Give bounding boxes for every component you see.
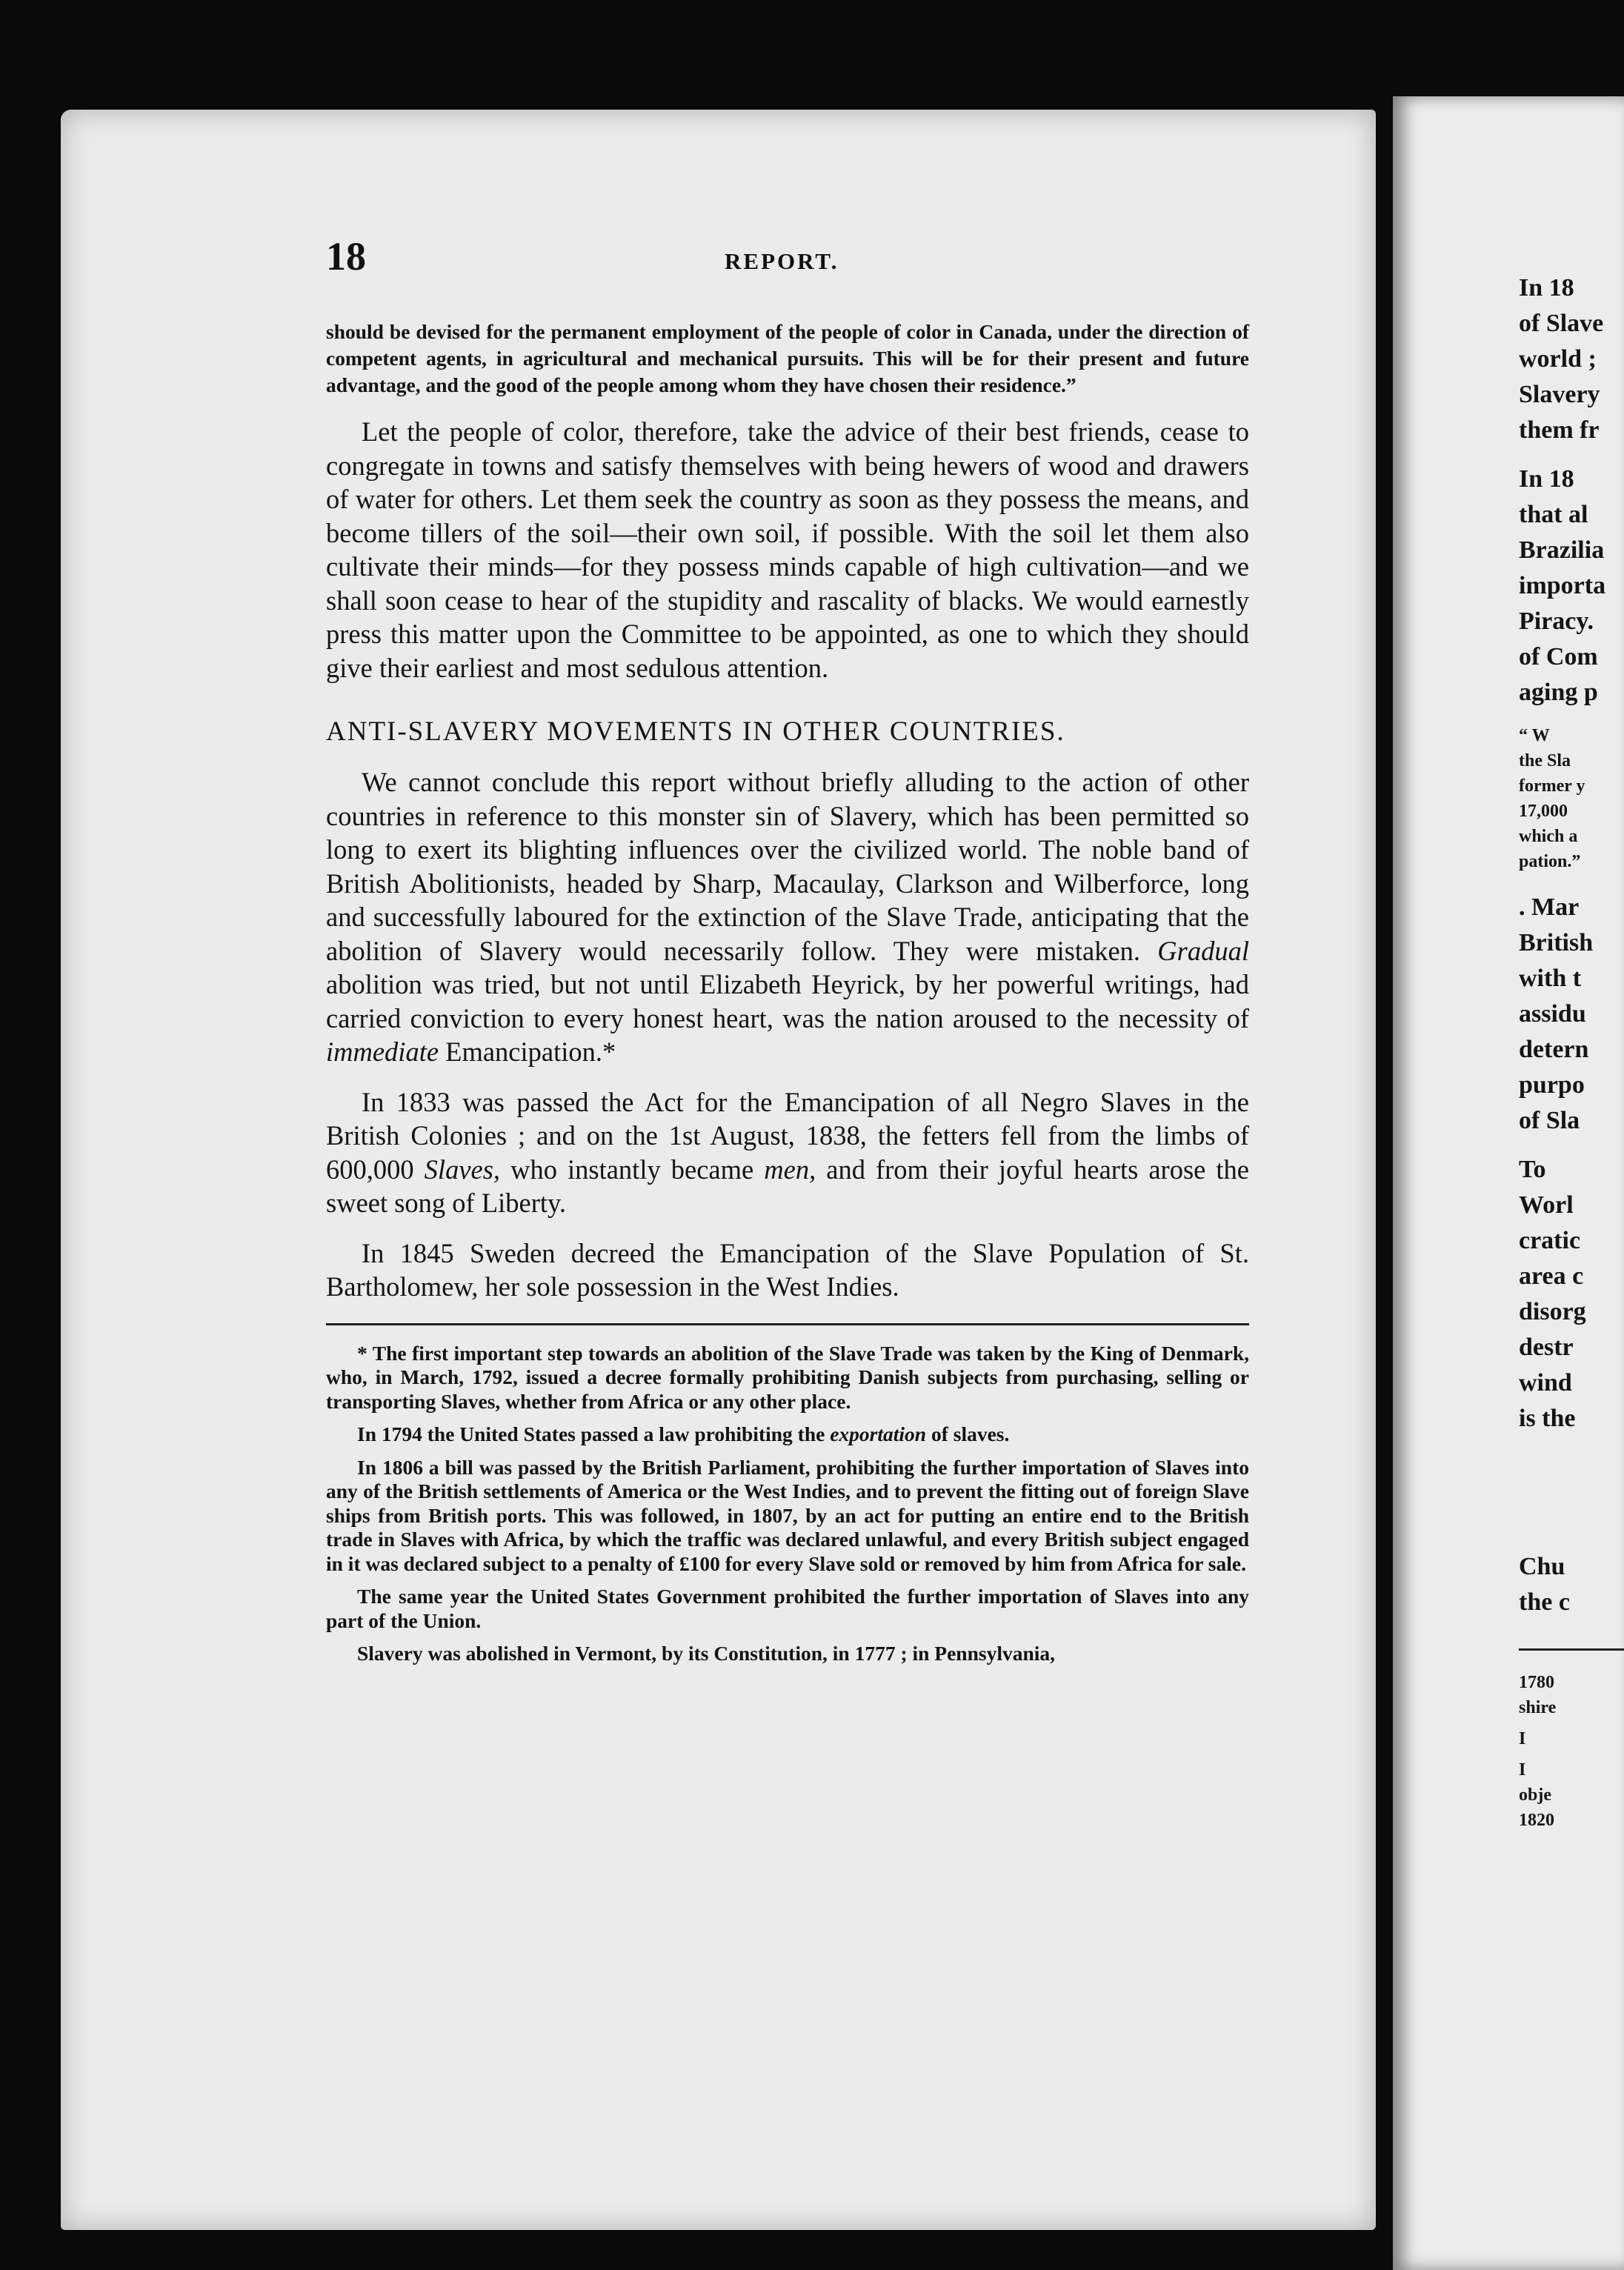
next-page-line: is the: [1519, 1405, 1576, 1432]
next-page-line: British: [1519, 929, 1594, 956]
next-page-line: them fr: [1519, 416, 1600, 444]
next-page-line: purpo: [1519, 1071, 1585, 1099]
next-page-line: cratic: [1519, 1227, 1581, 1254]
footnote-same-year: The same year the United States Government prohibited the further importation of Slaves into any part of the Union.: [326, 1585, 1249, 1632]
italic-immediate: immediate: [326, 1036, 439, 1067]
footnote-denmark: * The first important step towards an abolition of the Slave Trade was taken by the King of Denmark, who, in March, 1792, issued a decree formally prohibiting Danish subjects from purchasing, selling or transporting Slaves, whether from Africa or any other place.: [326, 1341, 1249, 1413]
adjacent-page: [1393, 96, 1624, 2270]
text-run: and from their joyful hearts arose the sweet song of Liberty.: [326, 1154, 1250, 1218]
next-page-line: that al: [1519, 501, 1588, 528]
page-header: [326, 233, 1249, 278]
paragraph-1833-act: [326, 1085, 1249, 1220]
text-run: In 1833 was passed the Act for the Emancipation of all Negro Slaves in the British Colonies ; and on the 1st August, 1838, the fetters fell from the limbs of 600,000: [326, 1086, 1249, 1185]
italic-slaves: Slaves,: [424, 1154, 501, 1185]
italic-men: men,: [764, 1154, 816, 1185]
running-head: REPORT.: [725, 248, 839, 274]
italic-gradual: Gradual: [1157, 935, 1249, 966]
text-run: abolition was tried, but not until Elizabeth Heyrick, by her powerful writings, had carried conviction to every honest heart, was the nation aroused to the necessity of: [326, 969, 1249, 1034]
footnote-vermont: Slavery was abolished in Vermont, by its Constitution, in 1777 ; in Pennsylvania,: [357, 1642, 1056, 1665]
next-page-line: importa: [1519, 572, 1606, 599]
next-page-line: In 18: [1519, 274, 1574, 302]
next-page-line: In 18: [1519, 465, 1574, 493]
next-page-line: former y: [1519, 776, 1585, 796]
next-page-line: pation.”: [1519, 852, 1581, 871]
next-page-line: wind: [1519, 1369, 1572, 1397]
next-page-line: destr: [1519, 1334, 1574, 1361]
next-page-line: Slavery: [1519, 381, 1600, 408]
text-run: of slaves.: [931, 1422, 1010, 1445]
footnote-divider: [326, 1323, 1249, 1325]
next-page-line: Worl: [1519, 1191, 1574, 1219]
next-page-line: with t: [1519, 965, 1582, 992]
next-page-line: area c: [1519, 1262, 1584, 1290]
paragraph-people-of-color: Let the people of color, therefore, take the advice of their best friends, cease to congregate in towns and satisfy themselves with being hewers of wood and drawers of water for others. Let them seek the country as soon as they possess the means, and become tillers of the soil—their own soil, if possible. With the soil let them also cultivate their minds—for they possess minds capable of high cultivation—and we shall soon cease to hear of the stupidity and rascality of blacks. We would earnestly press this matter upon the Committee to be appointed, as one to which they should give their earliest and most sedulous attention.: [326, 416, 1249, 683]
next-page-line: disorg: [1519, 1298, 1586, 1325]
next-page-line: Piracy.: [1519, 608, 1594, 635]
next-page-line: 1820: [1519, 1811, 1554, 1830]
next-page-line: the c: [1519, 1588, 1570, 1616]
next-page-line: of Sla: [1519, 1107, 1580, 1134]
footnote-1794: [326, 1422, 1249, 1447]
next-page-line: Brazilia: [1519, 536, 1605, 564]
next-page-line: world ;: [1519, 345, 1597, 373]
next-page-line: assidu: [1519, 1000, 1586, 1028]
footnote-1806: In 1806 a bill was passed by the British Parliament, prohibiting the further importation of Slaves into any of the British settlements of America or the West Indies, and to prevent the fitting out of foreign Slave ships from British ports. This was followed, in 1807, by an act for putting an entire end to the British trade in Slaves with Africa, by which the traffic was declared unlawful, and every British subject engaged in it was declared subject to a penalty of £100 for every Slave sold or removed by him from Africa for sale.: [326, 1455, 1249, 1575]
next-page-line: To: [1519, 1156, 1546, 1183]
text-run: Emancipation.*: [445, 1036, 616, 1067]
paragraph-sweden: In 1845 Sweden decreed the Emancipation of the Slave Population of St. Bartholomew, her sole possession in the West Indies.: [326, 1237, 1249, 1302]
italic-exportation: exportation: [830, 1422, 927, 1445]
next-page-line: which a: [1519, 827, 1578, 846]
text-run: who instantly became: [510, 1154, 754, 1185]
page-body: [326, 319, 1249, 1675]
next-page-line: . Mar: [1519, 893, 1580, 921]
next-page-line: Chu: [1519, 1553, 1565, 1580]
next-page-line: aging p: [1519, 679, 1598, 706]
next-page-line: the Sla: [1519, 751, 1571, 770]
next-page-line: 17,000: [1519, 802, 1568, 821]
next-page-line: 1780: [1519, 1673, 1554, 1692]
next-page-line: of Slave: [1519, 310, 1604, 337]
text-run: We cannot conclude this report without briefly alluding to the action of other countries in reference to this monster sin of Slavery, which has been permitted so long to exert its blighting influences over the civilized world. The noble band of British Abolitionists, headed by Sharp, Macaulay, Clarkson and Wilberforce, long and successfully laboured for the extinction of the Slave Trade, anticipating that the abolition of Slavery would necessarily follow. They were mistaken.: [326, 767, 1249, 966]
next-page-line: of Com: [1519, 643, 1598, 670]
next-page-line: obje: [1519, 1785, 1551, 1805]
next-page-line: I: [1519, 1760, 1526, 1780]
next-page-line: shire: [1519, 1698, 1557, 1717]
next-page-line: I: [1519, 1729, 1526, 1748]
text-run: In 1794 the United States passed a law prohibiting the: [357, 1422, 825, 1445]
paragraph-british-abolitionists: [326, 765, 1249, 1069]
section-heading: ANTI-SLAVERY MOVEMENTS IN OTHER COUNTRIES.: [326, 716, 1065, 747]
next-page-divider: [1519, 1648, 1624, 1651]
next-page-line: detern: [1519, 1036, 1589, 1063]
next-page-line: “ W: [1519, 726, 1550, 745]
page-number: 18: [326, 234, 366, 279]
quote-continuation: should be devised for the permanent employment of the people of color in Canada, under the direction of competent agents, in agricultural and mechanical pursuits. This will be for their present and future advantage, and the good of the people among whom they have chosen their residence.”: [326, 320, 1249, 396]
